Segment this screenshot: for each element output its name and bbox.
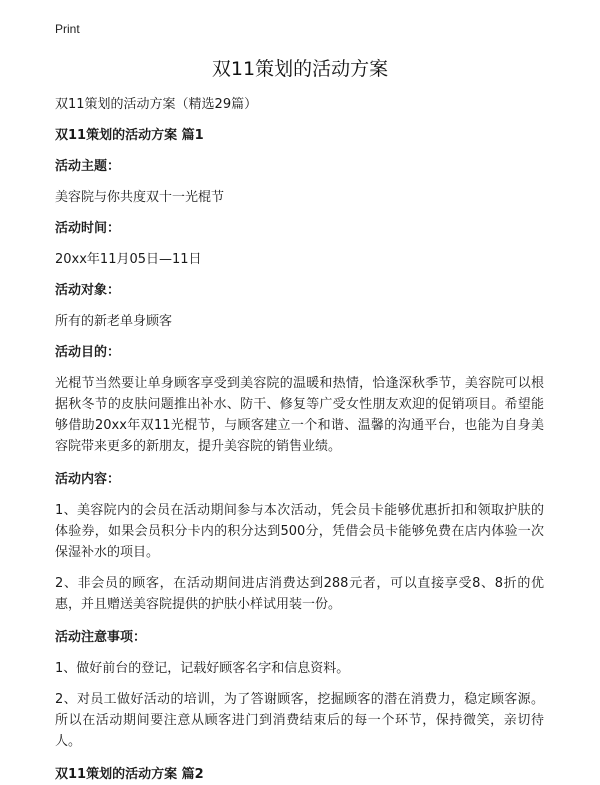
document-title: 双11策划的活动方案 <box>211 58 389 80</box>
document-body <box>55 94 544 785</box>
target-text: 所有的新老单身顾客 <box>55 314 173 329</box>
time-text: 20xx年11月05日—11日 <box>55 252 202 267</box>
notes-item-1: 1、做好前台的登记，记载好顾客名字和信息资料。 <box>55 661 350 676</box>
purpose-heading: 活动目的： <box>55 345 121 360</box>
time-heading: 活动时间： <box>55 221 121 236</box>
purpose-text: 光棍节当然要让单身顾客享受到美容院的温暖和热情，恰逢深秋季节，美容院可以根据秋冬节的皮肤问题推出补水、防干、修复等广受女性朋友欢迎的促销项目。希望能够借助20xx年双11光棍节，与顾客建立一个和谐、温馨的沟通平台，也能为自身美容院带来更多的新朋友，提升美容院的销售业绩。 <box>55 376 544 454</box>
notes-item-2: 2、对员工做好活动的培训，为了答谢顾客，挖掘顾客的潜在消费力，稳定顾客源。所以在活动期间要注意从顾客进门到消费结束后的每一个环节，保持微笑，亲切待人。 <box>55 692 544 749</box>
content-item-1: 1、美容院内的会员在活动期间参与本次活动，凭会员卡能够优惠折扣和领取护肤的体验券，如果会员积分卡内的积分达到500分，凭借会员卡能够免费在店内体验一次保湿补水的项目。 <box>55 503 544 560</box>
document-subtitle: 双11策划的活动方案（精选29篇） <box>55 97 258 112</box>
theme-heading: 活动主题： <box>55 159 121 174</box>
theme-text: 美容院与你共度双十一光棍节 <box>55 190 225 205</box>
target-heading: 活动对象： <box>55 283 121 298</box>
notes-heading: 活动注意事项： <box>55 630 147 645</box>
section-heading-2: 双11策划的活动方案 篇2 <box>55 767 204 782</box>
print-link[interactable]: Print <box>55 22 80 36</box>
content-item-2: 2、非会员的顾客，在活动期间进店消费达到288元者，可以直接享受8、8折的优惠，并且赠送美容院提供的护肤小样试用装一份。 <box>55 576 544 612</box>
content-heading: 活动内容： <box>55 472 121 487</box>
section-heading-1: 双11策划的活动方案 篇1 <box>55 128 204 143</box>
